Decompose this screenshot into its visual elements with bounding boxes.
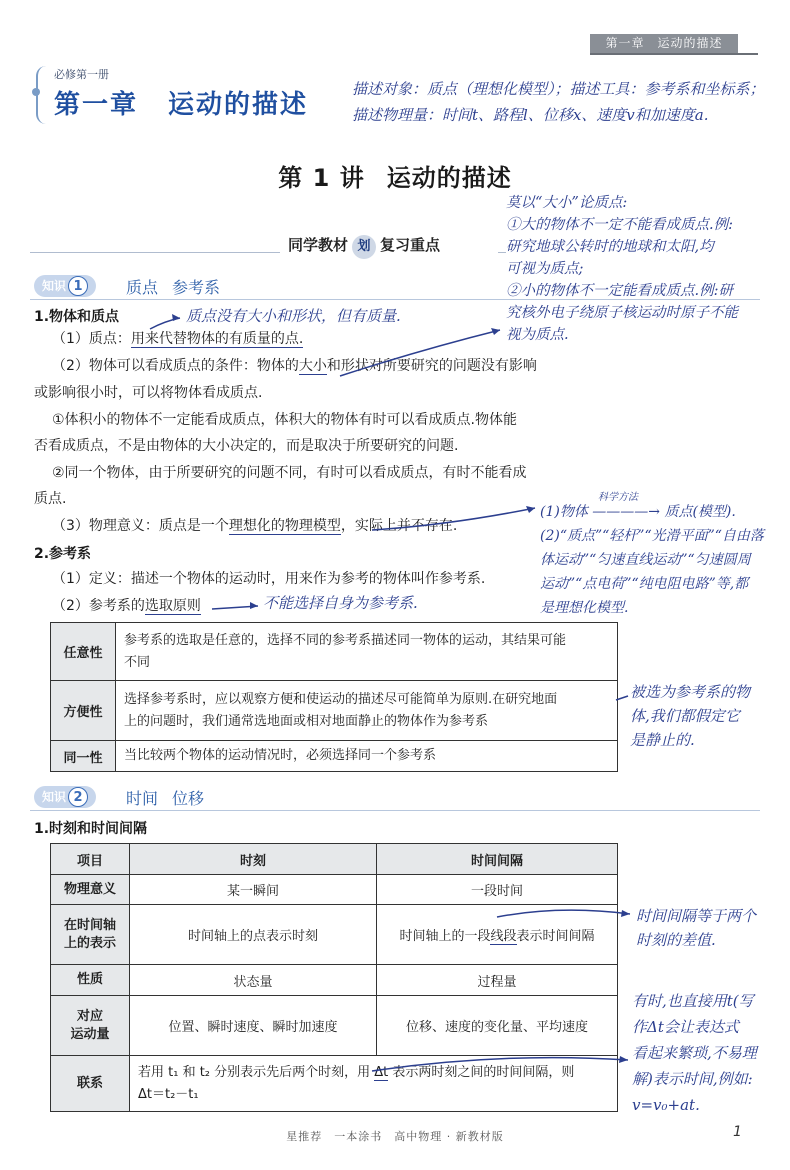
handnote-line: ②小的物体不一定能看成质点.例:研 bbox=[506, 283, 733, 299]
table-row-head: 方便性 bbox=[51, 681, 116, 741]
underlined-text: 理想化的物理模型 bbox=[228, 518, 341, 534]
handnote-line: 体运动”“匀速直线运动”“匀速圆周 bbox=[540, 552, 751, 568]
handnote-mass: 质点没有大小和形状，但有质量. bbox=[186, 307, 401, 325]
arrow-dt-note bbox=[372, 1058, 628, 1071]
knowledge1-topic: 参考系 bbox=[172, 278, 221, 297]
banner-post: 复习重点 bbox=[380, 236, 441, 254]
handnote-line: (1)物体 ————→ 质点(模型). bbox=[540, 504, 736, 520]
arrow-interval-note bbox=[497, 910, 630, 917]
knowledge2-badge-label: 知识 bbox=[42, 790, 67, 804]
handnote-line: 是理想化模型. bbox=[540, 600, 629, 616]
subhead-time: 1.时刻和时间间隔 bbox=[34, 821, 148, 837]
arrowhead-icon bbox=[619, 1056, 628, 1063]
handnote-line: 解)表示时间,例如: bbox=[632, 1070, 753, 1088]
table-cell: 选择参考系时，应以观察方便和使运动的描述尽可能简单为原则.在研究地面 上的问题时，我们通常选地面或相对地面静止的物体作为参考系 bbox=[116, 681, 618, 741]
para-note1-l1: ①体积小的物体不一定能看成质点，体积大的物体有时可以看成质点.物体能 bbox=[52, 412, 517, 428]
banner-circle-icon: 划 bbox=[352, 235, 376, 259]
table-cell: 位移、速度的变化量、平均速度 bbox=[377, 996, 618, 1056]
table-cell: 某一瞬间 bbox=[130, 875, 377, 905]
table-cell: 参考系的选取是任意的，选择不同的参考系描述同一物体的运动，其结果可能 不同 bbox=[116, 623, 618, 681]
handnote-line: v=v₀+at. bbox=[632, 1096, 700, 1114]
para-text: 和形状对所要研究的问题没有影响 bbox=[326, 358, 537, 374]
table-cell: 过程量 bbox=[377, 965, 618, 996]
para-note2-l2: 质点. bbox=[34, 491, 67, 507]
knowledge1-number: 1 bbox=[68, 276, 88, 296]
para-ref-def: （1）定义：描述一个物体的运动时，用来作为参考的物体叫作参考系. bbox=[52, 571, 486, 587]
handnote-top-line1: 描述对象：质点（理想化模型）；描述工具：参考系和坐标系； bbox=[352, 80, 765, 98]
para-text: （1）质点： bbox=[52, 331, 131, 347]
handnote-not-self: 不能选择自身为参考系. bbox=[263, 594, 418, 612]
table-row-head: 任意性 bbox=[51, 623, 116, 681]
handnote-line: 时间间隔等于两个 bbox=[636, 907, 757, 925]
handnote-line: 体,我们都假定它 bbox=[630, 707, 740, 725]
handnote-method-label: 科学方法 bbox=[598, 492, 638, 503]
table-cell: 时间轴上的点表示时刻 bbox=[130, 905, 377, 965]
table-cell: 一段时间 bbox=[377, 875, 618, 905]
table-header: 时刻 bbox=[130, 844, 377, 875]
handnote-line: 莫以“大小”论质点: bbox=[506, 195, 628, 211]
table-cell: 若用 t₁ 和 t₂ 分别表示先后两个时刻，用 Δt 表示两时刻之间的时间间隔，则 Δt＝t₂－t₁ bbox=[130, 1056, 618, 1112]
handnote-line: 作Δt会让表达式 bbox=[632, 1018, 739, 1036]
handnote-line: (2)“质点”“轻杆”“光滑平面”“自由落 bbox=[540, 528, 764, 544]
table-header: 项目 bbox=[51, 844, 130, 875]
table-cell: 时间轴上的一段线段表示时间间隔 bbox=[377, 905, 618, 965]
table-cell: 状态量 bbox=[130, 965, 377, 996]
knowledge2-topic: 位移 bbox=[172, 789, 205, 808]
arrowhead-icon bbox=[172, 314, 180, 321]
knowledge1-topic: 质点 bbox=[126, 278, 159, 297]
arrow-size-note bbox=[340, 330, 500, 376]
para-text: （2）参考系的 bbox=[52, 598, 145, 614]
handnote-line: 研究地球公转时的地球和太阳,均 bbox=[506, 239, 714, 255]
table-header: 时间间隔 bbox=[377, 844, 618, 875]
table-row-head: 对应 运动量 bbox=[51, 996, 130, 1056]
table-row-head: 性质 bbox=[51, 965, 130, 996]
para-text: （2）物体可以看成质点的条件：物体的 bbox=[52, 358, 299, 374]
chapter-name: 运动的描述 bbox=[168, 90, 309, 120]
knowledge2-number: 2 bbox=[68, 787, 88, 807]
handnote-line: 被选为参考系的物 bbox=[630, 683, 751, 701]
book-tag: 必修第一册 bbox=[54, 68, 109, 81]
subhead-reference: 2.参考系 bbox=[34, 546, 92, 562]
knowledge2-topic: 时间 bbox=[126, 789, 159, 808]
table-cell: 当比较两个物体的运动情况时，必须选择同一个参考系 bbox=[116, 741, 618, 772]
knowledge1-badge-label: 知识 bbox=[42, 279, 67, 293]
arrowhead-icon bbox=[250, 602, 258, 609]
para-text: ，实际上并不存在. bbox=[340, 518, 458, 534]
arrow-ref-note bbox=[616, 696, 628, 700]
lesson-name: 运动的描述 bbox=[386, 164, 512, 192]
underlined-text: 用来代替物体的有质量的点. bbox=[130, 331, 304, 347]
handnote-line: 时刻的差值. bbox=[636, 931, 716, 949]
handnote-line: 是静止的. bbox=[630, 731, 695, 749]
lesson-number: 第 1 讲 bbox=[278, 164, 365, 192]
running-header-tab: 第一章 运动的描述 bbox=[590, 34, 738, 53]
underlined-text: 线段 bbox=[490, 929, 517, 944]
subhead-object-particle: 1.物体和质点 bbox=[34, 309, 120, 325]
arrow-model-note bbox=[372, 508, 535, 530]
underlined-text: 选取原则 bbox=[144, 598, 201, 614]
handnote-line: 看起来繁琐,不易理 bbox=[632, 1044, 757, 1062]
underlined-text: 大小 bbox=[298, 358, 327, 374]
table-row-head: 联系 bbox=[51, 1056, 130, 1112]
handnote-line: ①大的物体不一定不能看成质点.例: bbox=[506, 217, 733, 233]
handnote-top-line2: 描述物理量：时间t、路程l、位移x、速度v和加速度a. bbox=[352, 106, 709, 124]
handnote-line: 运动”“点电荷”“纯电阻电路”等,都 bbox=[540, 576, 749, 592]
table-row-head: 同一性 bbox=[51, 741, 116, 772]
handnote-line: 有时,也直接用t(写 bbox=[632, 992, 754, 1010]
para-note2-l1: ②同一个物体，由于所要研究的问题不同，有时可以看成质点，有时不能看成 bbox=[52, 465, 527, 481]
arrowhead-icon bbox=[621, 910, 630, 917]
chapter-number: 第一章 bbox=[54, 90, 139, 120]
page-footer: 星推荐 一本涂书 高中物理 · 新教材版 bbox=[286, 1130, 504, 1143]
handnote-line: 视为质点. bbox=[506, 327, 569, 343]
table-row-head: 在时间轴 上的表示 bbox=[51, 905, 130, 965]
para-condition-l2: 或影响很小时，可以将物体看成质点. bbox=[34, 385, 263, 401]
table-row-head: 物理意义 bbox=[51, 875, 130, 905]
handnote-line: 可视为质点; bbox=[506, 261, 584, 277]
underlined-text: Δt bbox=[374, 1064, 389, 1080]
page-number: 1 bbox=[733, 1124, 742, 1140]
para-text: （3）物理意义：质点是一个 bbox=[52, 518, 229, 534]
banner-pre: 同学教材 bbox=[288, 236, 349, 254]
handnote-line: 究核外电子绕原子核运动时原子不能 bbox=[506, 305, 738, 321]
para-note1-l2: 否看成质点，不是由物体的大小决定的，而是取决于所要研究的问题. bbox=[34, 438, 459, 454]
table-cell: 位置、瞬时速度、瞬时加速度 bbox=[130, 996, 377, 1056]
